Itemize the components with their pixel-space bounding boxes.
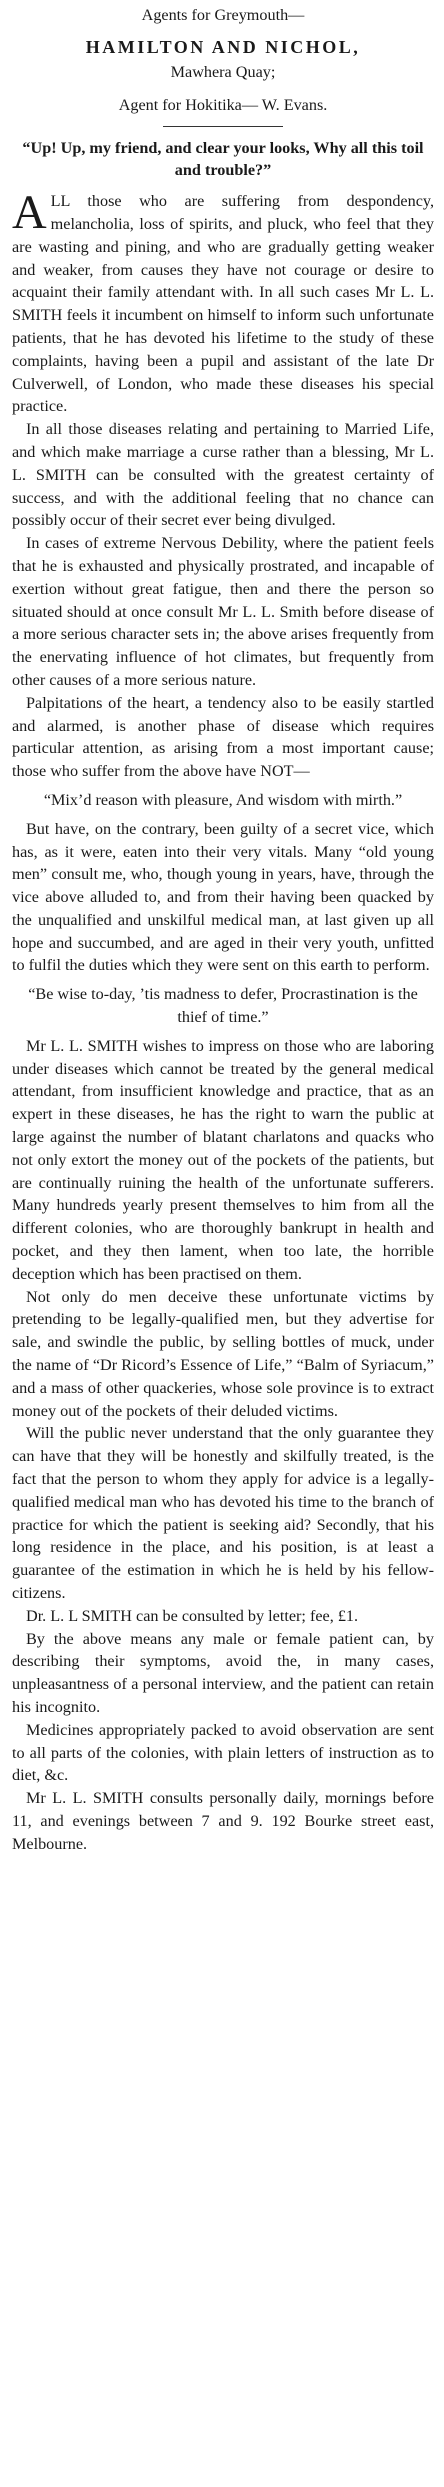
paragraph-1 bbox=[12, 186, 434, 418]
verse-2: “Be wise to-day, ’tis madness to defer, Procrastination is the thief of time.” bbox=[28, 985, 418, 1027]
paragraph-12: Mr L. L. SMITH consults personally daily, mornings before 11, and evenings between 7 and 9. 192 Bourke street east, Melbourne. bbox=[12, 1789, 434, 1853]
paragraph-3: In cases of extreme Nervous Debility, where the patient feels that he is exhausted and physically prostrated, and incapable of exertion without great fatigue, then and there the person so situated should at once consult Mr L. L. Smith before disease of a more serious character sets in; the above arises frequently from the enervating influence of hot climates, but frequently from other causes of a more serious nature. bbox=[12, 534, 434, 689]
paragraph-6: Mr L. L. SMITH wishes to impress on those who are laboring under diseases which cannot be treated by the general medical attendant, from insufficient knowledge and practice, that as an expert in these diseases, he has the right to warn the public at large against the number of blatant charlatons and quacks who not only extort the money out of the pockets of the patients, but are continually ruining the health of the unfortunate sufferers. Many hundreds yearly present themselves to him from all the different colonies, who are thoroughly bankrupt in health and pocket, and they then lament, when too late, the horrible deception which has been practised on them. bbox=[12, 1036, 434, 1283]
paragraph-11: Medicines appropriately packed to avoid observation are sent to all parts of the colonies, with plain letters of instruction as to diet, &c. bbox=[12, 1720, 434, 1785]
agents-heading: Agents for Greymouth— bbox=[141, 6, 305, 24]
opening-quote: “Up! Up, my friend, and clear your looks, Why all this toil and trouble?” bbox=[22, 138, 424, 180]
hokitika-agent: Agent for Hokitika— W. Evans. bbox=[118, 95, 328, 114]
drop-cap: A bbox=[12, 186, 47, 240]
paragraph-1-text: LL those who are suffering from despondency, melancholia, loss of spirits, and pluck, who feel that they are wasting and pining, and who are gradually getting weaker and weaker, from causes they have not courage or desire to acquaint their family attendant with. In all such cases Mr L. L. SMITH feels it incumbent on himself to inform such unfortunate patients, that he has devoted his lifetime to the study of these complaints, having been a pupil and assistant of the late Dr Culverwell, of London, who made these diseases his special practice. bbox=[12, 192, 434, 416]
firm-name: HAMILTON AND NICHOL, bbox=[85, 36, 361, 57]
paragraph-9: Dr. L. L SMITH can be consulted by letter; fee, £1. bbox=[26, 1606, 359, 1625]
paragraph-8: Will the public never understand that the only guarantee they can have that they will be honestly and skilfully treated, is the fact that the person to whom they apply for advice is a legally-qualified medical man who has devoted his time to the branch of practice for which the patient is seeking aid? Secondly, that his long residence in the place, and his position, is at least a guarantee of the estimation in which he is held by his fellow-citizens. bbox=[12, 1424, 434, 1602]
verse-1: “Mix’d reason with pleasure, And wisdom with mirth.” bbox=[43, 790, 403, 809]
divider bbox=[163, 126, 283, 127]
paragraph-10: By the above means any male or female patient can, by describing their symptoms, avoid the, in many cases, unpleasantness of a personal interview, and the patient can retain his incognito. bbox=[12, 1629, 434, 1716]
paragraph-5: But have, on the contrary, been guilty of a secret vice, which has, as it were, eaten into their very vitals. Many “old young men” consult me, who, though young in years, have, through the vice above alluded to, and from their having been quacked by the unqualified and unskilful medical man, at last given up all hope and succumbed, and are aged in their very youth, unfitted to fulfil the duties which they were sent on this earth to perform. bbox=[12, 819, 434, 975]
firm-address: Mawhera Quay; bbox=[170, 62, 276, 81]
paragraph-4: Palpitations of the heart, a tendency also to be easily startled and alarmed, is another phase of disease which requires particular attention, as arising from a most important cause; those who suffer from the above have NOT— bbox=[12, 693, 434, 781]
paragraph-2: In all those diseases relating and pertaining to Married Life, and which make marriage a curse rather than a blessing, Mr L. L. SMITH can be consulted with the greatest certainty of success, and with the additional feeling that no chance can possibly occur of their secret ever being divulged. bbox=[12, 420, 434, 530]
paragraph-7: Not only do men deceive these unfortunate victims by pretending to be legally-qualified men, but they advertise for sale, and swindle the public, by selling bottles of muck, under the name of “Dr Ricord’s Essence of Life,” “Balm of Syriacum,” and a mass of other quackeries, whose sole province is to extract money out of the pockets of their deluded victims. bbox=[12, 1287, 434, 1420]
